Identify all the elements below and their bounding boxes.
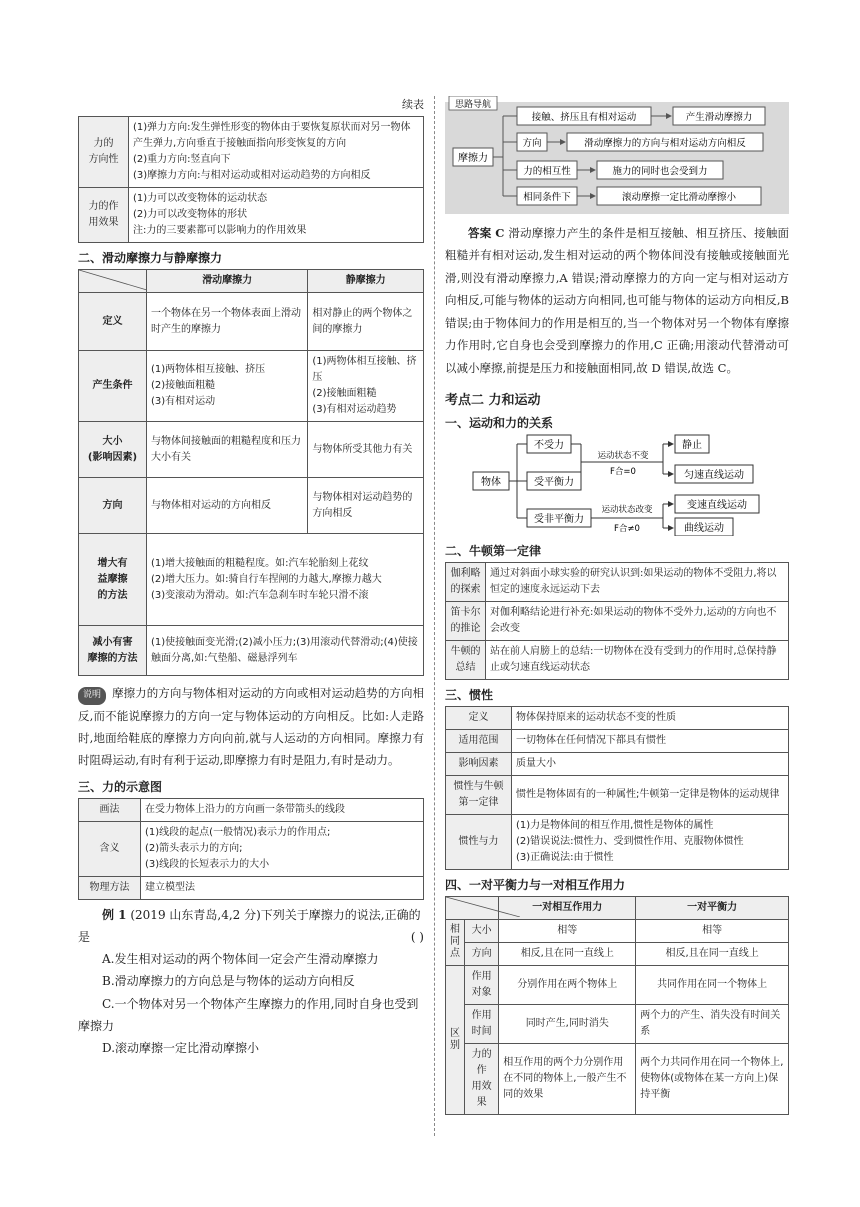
diagonal-line	[446, 897, 520, 917]
option-c: C.一个物体对另一个物体产生摩擦力的作用,同时自身也受到摩擦力	[78, 996, 419, 1033]
row-head: 适用范围	[446, 729, 512, 752]
inertia-table	[445, 706, 789, 870]
cell: 建立模型法	[141, 876, 424, 899]
table-row	[79, 117, 424, 188]
row-head: 力的作 用效果	[79, 188, 129, 243]
cell: 共同作用在同一个物体上	[636, 965, 789, 1004]
change-label: 运动状态改变	[601, 504, 653, 515]
table-row	[446, 562, 789, 601]
cell: 对伽利略结论进行补充:如果运动的物体不受外力,运动的方向也不会改变	[486, 601, 789, 640]
mind-map-label: 思路导航	[454, 100, 492, 110]
cell: 与物体相对运动趋势的方向相反	[308, 478, 424, 534]
cell: 质量大小	[512, 752, 789, 775]
fzero-label: F合=0	[610, 466, 636, 477]
line: (1)弹力方向:发生弹性形变的物体由于要恢复原状而对另一物体产生弹力,方向垂直于接触面指向形变恢复的方向	[133, 122, 411, 149]
motion-node: 受非平衡力	[534, 513, 584, 525]
table-row	[79, 351, 424, 422]
section-title: 四、一对平衡力与一对相互作用力	[445, 877, 626, 892]
col-header: 一对平衡力	[636, 896, 789, 919]
note-text: 摩擦力的方向与物体相对运动的方向或相对运动趋势的方向相反,而不能说摩擦力的方向一定与物体运动的方向相反。比如:人走路时,地面给鞋底的摩擦力方向向前,就与人运动的方向相同。摩擦力有时阻碍运动,有时有利于运动,即摩擦力有时是阻力,有时是动力。	[78, 686, 424, 768]
cell: 相反,且在同一直线上	[636, 942, 789, 965]
table-row	[79, 422, 424, 478]
col-header: 静摩擦力	[308, 270, 424, 293]
row-head: 笛卡尔 的推论	[446, 601, 486, 640]
row-head: 力的作 用效果	[465, 1043, 499, 1114]
section-title: 二、滑动摩擦力与静摩擦力	[78, 251, 223, 265]
table-row	[446, 919, 789, 942]
row-head: 方向	[79, 478, 147, 534]
row-body	[129, 188, 424, 243]
table-row	[446, 601, 789, 640]
table-row	[79, 478, 424, 534]
motion-state: 曲线运动	[684, 522, 724, 534]
cell: (1)增大接触面的粗糙程度。如:汽车轮胎刻上花纹 (2)增大压力。如:骑自行车捏闸的力越大,摩擦力越大 (3)变滚动为滑动。如:汽车急刹车时车轮只滑不滚	[147, 534, 424, 626]
branch-value: 施力的同时也会受到力	[612, 166, 708, 177]
example-stem	[78, 904, 424, 948]
cell: 物体保持原来的运动状态不变的性质	[512, 706, 789, 729]
group-head: 区 别	[446, 965, 465, 1114]
cell: 站在前人肩膀上的总结:一切物体在没有受到力的作用时,总保持静止或匀速直线运动状态	[486, 640, 789, 679]
row-head: 大小 (影响因素)	[79, 422, 147, 478]
answer-text: 滑动摩擦力产生的条件是相互接触、相互挤压、接触面粗糙并有相对运动,发生相对运动的两个物体间没有接触或接触面光滑,则没有滑动摩擦力,A 错误;滑动摩擦力的方向一定与相对运动方向相反,可能与物体的运动方向相同,也可能与物体的运动方向相反,B 错误;由于物体间力的作用是相互的,当一个物体对另一个物体有摩擦力作用时,它自身也会受到摩擦力的作用,C 正确;用滚动代替滑动可以减小摩擦,前提是压力和接触面相同,故 D 错误,故选 C。	[445, 226, 790, 375]
cell: (1)线段的起点(一般情况)表示力的作用点; (2)箭头表示力的方向; (3)线段的长短表示力的大小	[141, 821, 424, 876]
answer-paragraph	[445, 222, 789, 379]
diagonal-line	[79, 270, 147, 290]
table-row	[79, 821, 424, 876]
motion-node: 不受力	[534, 439, 564, 451]
example-label: 例 1	[102, 907, 127, 922]
row-head: 牛顿的 总结	[446, 640, 486, 679]
example-source: (2019 山东青岛,4,2 分)	[130, 907, 261, 922]
motion-state: 静止	[682, 439, 702, 451]
row-head: 画法	[79, 798, 141, 821]
right-column	[445, 96, 789, 1115]
row-head: 定义	[79, 293, 147, 351]
cell: 与物体相对运动的方向相反	[147, 478, 308, 534]
motion-diagram	[445, 434, 789, 536]
table-row	[446, 814, 789, 869]
cell: 同时产生,同时消失	[499, 1004, 636, 1043]
cell: 在受力物体上沿力的方向画一条带箭头的线段	[141, 798, 424, 821]
motion-state: 匀速直线运动	[684, 469, 744, 481]
note-paragraph	[78, 682, 424, 772]
answer-letter: C	[495, 226, 505, 240]
cell: 与物体所受其他力有关	[308, 422, 424, 478]
motion-svg	[445, 434, 789, 536]
row-head: 减小有害 摩擦的方法	[79, 626, 147, 676]
motion-root: 物体	[481, 476, 501, 488]
note-badge: 说明	[78, 687, 106, 705]
branch-key: 方向	[522, 138, 542, 149]
row-head: 力的 方向性	[79, 117, 129, 188]
table-row	[446, 942, 789, 965]
row-head: 影响因素	[446, 752, 512, 775]
cell: 两个力的产生、消失没有时间关系	[636, 1004, 789, 1043]
cell: 与物体间接触面的粗糙程度和压力大小有关	[147, 422, 308, 478]
friction-table	[78, 269, 424, 676]
row-head: 惯性与力	[446, 814, 512, 869]
diag-header-cell	[79, 270, 147, 293]
table-row	[79, 626, 424, 676]
cell: 两个力共同作用在同一个物体上,使物体(或物体在某一方向上)保持平衡	[636, 1043, 789, 1114]
left-column	[78, 96, 424, 1059]
topic-title: 考点二 力和运动	[445, 392, 541, 408]
fnz-label: F合≠0	[614, 523, 640, 534]
newton-table	[445, 562, 789, 680]
row-head: 伽利略 的探索	[446, 562, 486, 601]
branch-value: 产生滑动摩擦力	[685, 112, 753, 123]
row-head: 定义	[446, 706, 512, 729]
cell: 相对静止的两个物体之间的摩擦力	[308, 293, 424, 351]
cell: 相反,且在同一直线上	[499, 942, 636, 965]
cell: 相互作用的两个力分别作用在不同的物体上,一般产生不同的效果	[499, 1043, 636, 1114]
line: 注:力的三要素都可以影响力的作用效果	[133, 225, 307, 236]
cell: 一切物体在任何情况下都具有惯性	[512, 729, 789, 752]
table-row	[446, 775, 789, 814]
row-body	[129, 117, 424, 188]
branch-value: 滚动摩擦一定比滑动摩擦小	[621, 192, 737, 203]
section-title: 一、运动和力的关系	[445, 415, 554, 430]
branch-key: 相同条件下	[523, 192, 571, 203]
keep-label: 运动状态不变	[597, 450, 649, 461]
line: (2)重力方向:竖直向下	[133, 154, 231, 165]
row-head: 产生条件	[79, 351, 147, 422]
option-a: A.发生相对运动的两个物体间一定会产生滑动摩擦力	[102, 952, 379, 967]
table-row	[446, 1004, 789, 1043]
cell: 分别作用在两个物体上	[499, 965, 636, 1004]
row-head: 大小	[465, 919, 499, 942]
row-head: 含义	[79, 821, 141, 876]
row-head: 惯性与牛顿 第一定律	[446, 775, 512, 814]
section-title: 三、力的示意图	[78, 779, 163, 794]
column-divider	[434, 96, 435, 1136]
line: (2)力可以改变物体的形状	[133, 209, 248, 220]
table-row	[446, 640, 789, 679]
table-row	[446, 965, 789, 1004]
table-row	[79, 293, 424, 351]
motion-node: 受平衡力	[534, 476, 574, 488]
branch-key: 力的相互性	[523, 166, 571, 177]
line: (3)摩擦力方向:与相对运动或相对运动趋势的方向相反	[133, 170, 371, 181]
force-table	[78, 116, 424, 243]
answer-blank: ( )	[410, 930, 424, 944]
cell: (1)使接触面变光滑;(2)减小压力;(3)用滚动代替滑动;(4)使接触面分离,如:气垫船、磁悬浮列车	[147, 626, 424, 676]
table-row	[79, 188, 424, 243]
table-header	[446, 896, 789, 919]
mind-map-root: 摩擦力	[458, 153, 488, 164]
row-head: 作用对象	[465, 965, 499, 1004]
row-head: 增大有 益摩擦 的方法	[79, 534, 147, 626]
row-head: 作用时间	[465, 1004, 499, 1043]
mind-map	[445, 96, 789, 214]
table-row	[446, 1043, 789, 1114]
table-row	[79, 534, 424, 626]
cell: (1)两物体相互接触、挤压 (2)接触面粗糙 (3)有相对运动	[147, 351, 308, 422]
section-title: 三、惯性	[445, 687, 494, 702]
diagram-table	[78, 798, 424, 900]
cell: (1)两物体相互接触、挤压 (2)接触面粗糙 (3)有相对运动趋势	[308, 351, 424, 422]
table-row	[446, 752, 789, 775]
option-b: B.滑动摩擦力的方向总是与物体的运动方向相反	[102, 974, 355, 989]
table-row	[446, 706, 789, 729]
col-header: 滑动摩擦力	[147, 270, 308, 293]
example-text: 下列关于摩擦力的说法,正确的是	[78, 907, 421, 944]
table-row	[446, 729, 789, 752]
motion-state: 变速直线运动	[687, 499, 747, 511]
line: (1)力可以改变物体的运动状态	[133, 193, 268, 204]
diag-header-cell	[446, 896, 499, 919]
row-head: 物理方法	[79, 876, 141, 899]
col-header: 一对相互作用力	[499, 896, 636, 919]
option-d: D.滚动摩擦一定比滑动摩擦小	[102, 1040, 260, 1055]
cell: 惯性是物体固有的一种属性;牛顿第一定律是物体的运动规律	[512, 775, 789, 814]
row-head: 方向	[465, 942, 499, 965]
cell: (1)力是物体间的相互作用,惯性是物体的属性 (2)错误说法:惯性力、受到惯性作用、克服物体惯性 (3)正确说法:由于惯性	[512, 814, 789, 869]
answer-label: 答案	[468, 226, 492, 240]
cell: 相等	[636, 919, 789, 942]
branch-value: 滑动摩擦力的方向与相对运动方向相反	[584, 138, 746, 149]
mind-map-svg	[445, 96, 789, 214]
cell: 通过对斜面小球实验的研究认识到:如果运动的物体不受阻力,将以恒定的速度永远运动下去	[486, 562, 789, 601]
table-row	[79, 876, 424, 899]
cell: 相等	[499, 919, 636, 942]
continued-label: 续表	[402, 98, 424, 111]
branch-key: 接触、挤压且有相对运动	[531, 112, 637, 123]
table-row	[79, 798, 424, 821]
table-header	[79, 270, 424, 293]
section-title: 二、牛顿第一定律	[445, 543, 542, 558]
cell: 一个物体在另一个物体表面上滑动时产生的摩擦力	[147, 293, 308, 351]
group-head: 相 同 点	[446, 919, 465, 965]
pair-table	[445, 896, 789, 1115]
